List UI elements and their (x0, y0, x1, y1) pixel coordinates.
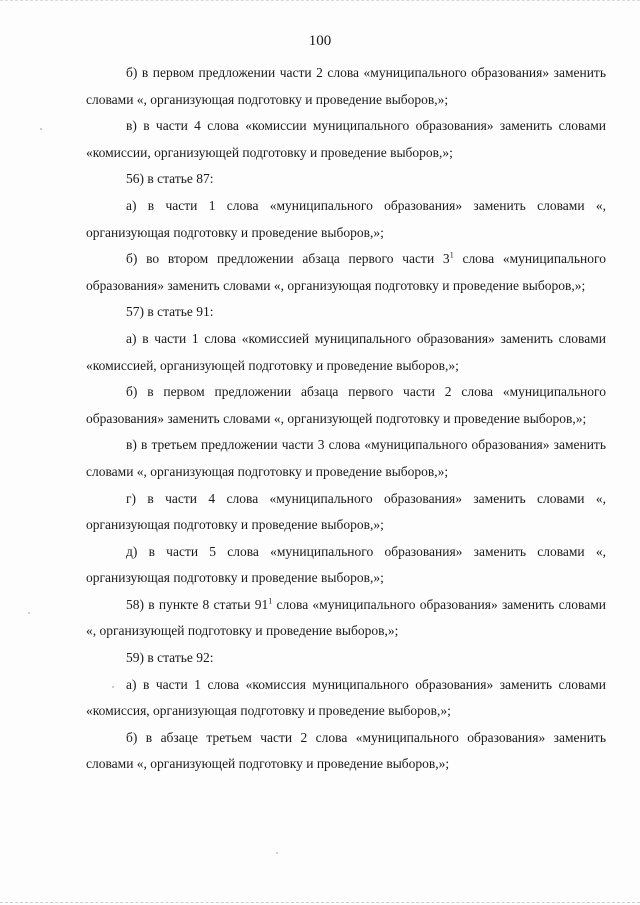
paragraph: в) в третьем предложении части 3 слова «муниципального образования» заменить словами «, организующая подготовку и проведение выборов,»; (86, 437, 606, 479)
page-number: 100 (308, 33, 332, 49)
paragraph-text: слова «муниципального образования» заменить словами «, организующая подготовку и проведение выборов,»; (86, 251, 606, 293)
paragraph: 56) в статье 87: (126, 171, 214, 187)
scan-speck (28, 612, 30, 614)
paragraph-text: слова «муниципального образования» заменить словами «, организующей подготовку и проведение выборов,»; (86, 596, 607, 639)
paragraph: а) в части 1 слова «комиссия муниципального образования» заменить словами «комиссия, организующая подготовку и проведение выборов,»; (86, 676, 606, 719)
paragraph: в) в части 4 слова «комиссии муниципального образования» заменить словами «комиссии, организующей подготовку и проведение выборов,»; (86, 118, 606, 160)
paragraph: б) в первом предложении части 2 слова «муниципального образования» заменить словами «, организующая подготовку и проведение выборов,»; (86, 65, 606, 107)
paragraph: 57) в статье 91: (126, 304, 214, 320)
paragraph: б) в абзаце третьем части 2 слова «муниципального образования» заменить словами «, организующей подготовку и проведение выборов,»; (86, 729, 606, 772)
scan-speck (276, 852, 278, 854)
scan-edge-bottom (0, 898, 640, 903)
scan-speck (112, 686, 114, 688)
paragraph: 59) в статье 92: (126, 650, 214, 666)
scan-edge-top (0, 0, 640, 5)
paragraph (86, 246, 606, 299)
superscript: 1 (449, 250, 454, 260)
superscript: 1 (268, 596, 273, 606)
paragraph: б) в первом предложении абзаца первого части 2 слова «муниципального образования» заменить словами «, организующей подготовку и проведение выборов,»; (86, 384, 606, 426)
scan-speck (40, 128, 42, 130)
paragraph (86, 592, 606, 645)
paragraph: д) в части 5 слова «муниципального образования» заменить словами «, организующая подготовку и проведение выборов,»; (86, 543, 606, 586)
document-body (86, 60, 606, 778)
paragraph: а) в части 1 слова «муниципального образования» заменить словами «, организующая подготовку и проведение выборов,»; (86, 197, 606, 240)
paragraph: г) в части 4 слова «муниципального образования» заменить словами «, организующая подготовку и проведение выборов,»; (86, 490, 606, 533)
paragraph: а) в части 1 слова «комиссией муниципального образования» заменить словами «комиссией, организующей подготовку и проведение выборов,»; (86, 330, 606, 373)
paragraph-text: 58) в пункте 8 статьи 91 (126, 596, 269, 612)
paragraph-text: б) во втором предложении абзаца первого части 3 (126, 251, 450, 267)
